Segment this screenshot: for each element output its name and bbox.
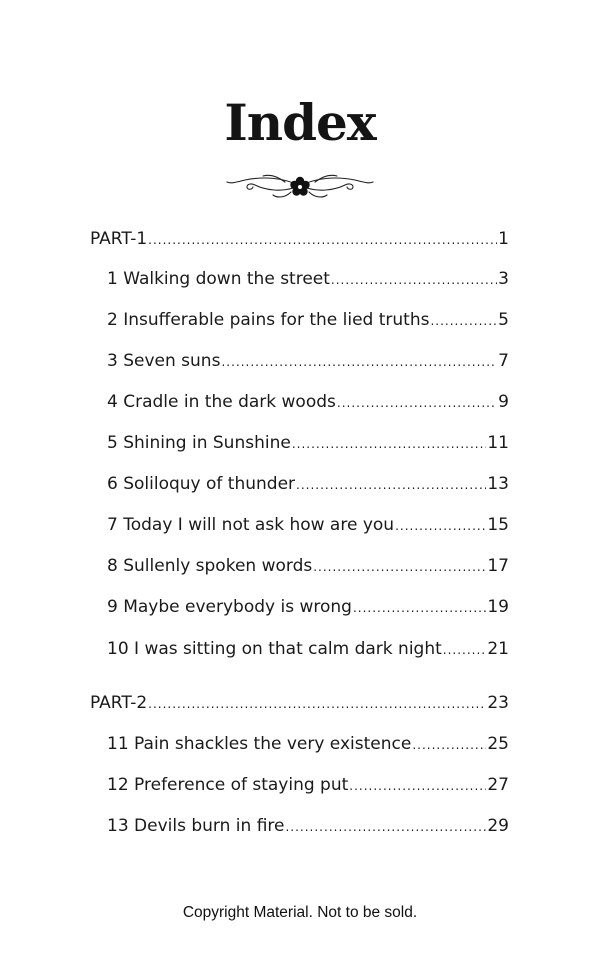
- chapter-title: 4 Cradle in the dark woods: [107, 392, 336, 412]
- toc-chapter-row: [107, 813, 509, 839]
- page-number: 5: [498, 310, 509, 330]
- dot-leader: [349, 773, 486, 799]
- toc-chapter-row: [107, 430, 509, 456]
- toc-chapter-row: [107, 731, 509, 757]
- page-number: 3: [498, 269, 509, 289]
- page-number: 25: [487, 734, 509, 754]
- page-number: 13: [487, 474, 509, 494]
- dot-leader: [331, 267, 497, 293]
- chapter-title: 6 Soliloquy of thunder: [107, 474, 296, 494]
- toc-chapter-row: [107, 594, 509, 620]
- chapter-title: 5 Shining in Sunshine: [107, 433, 291, 453]
- chapter-title: 7 Today I will not ask how are you: [107, 515, 395, 535]
- copyright-notice: Copyright Material. Not to be sold.: [182, 904, 418, 921]
- floral-divider-icon: [225, 168, 375, 204]
- chapter-title: 12 Preference of staying put: [107, 775, 349, 795]
- dot-leader: [430, 308, 497, 334]
- page-number: 29: [487, 816, 509, 836]
- chapter-title: 1 Walking down the street: [107, 269, 330, 289]
- dot-leader: [353, 595, 486, 621]
- part-label: PART-2: [90, 693, 148, 713]
- page-number: 15: [487, 515, 509, 535]
- toc-chapter-row: [107, 389, 509, 415]
- toc-chapter-row: [107, 553, 509, 579]
- dot-leader: [313, 554, 486, 580]
- dot-leader: [337, 390, 497, 416]
- page-number: 19: [487, 597, 509, 617]
- dot-leader: [395, 513, 486, 539]
- dot-leader: [296, 472, 486, 498]
- dot-leader: [221, 349, 497, 375]
- page-number: 1: [498, 229, 509, 249]
- page-number: 7: [498, 351, 509, 371]
- toc-chapter-row: [107, 471, 509, 497]
- chapter-title: 13 Devils burn in fire: [107, 816, 285, 836]
- dot-leader: [285, 814, 486, 840]
- page-number: 27: [487, 775, 509, 795]
- toc-chapter-row: [107, 772, 509, 798]
- toc-chapter-row: [107, 307, 509, 333]
- toc-chapter-row: [107, 266, 509, 292]
- toc-chapter-row: [107, 512, 509, 538]
- dot-leader: [148, 691, 486, 717]
- dot-leader: [443, 637, 487, 663]
- page-number: 11: [487, 433, 509, 453]
- page-number: 17: [487, 556, 509, 576]
- chapter-title: 8 Sullenly spoken words: [107, 556, 313, 576]
- page-number: 9: [498, 392, 509, 412]
- toc-chapter-row: [107, 348, 509, 374]
- dot-leader: [412, 732, 486, 758]
- dot-leader: [148, 227, 497, 253]
- page-number: 23: [487, 693, 509, 713]
- chapter-title: 10 I was sitting on that calm dark night: [107, 639, 442, 659]
- chapter-title: 2 Insufferable pains for the lied truths: [107, 310, 430, 330]
- page-title: Index: [224, 93, 376, 152]
- part-label: PART-1: [90, 229, 148, 249]
- chapter-title: 3 Seven suns: [107, 351, 221, 371]
- dot-leader: [292, 431, 487, 457]
- toc-part-row: [90, 226, 509, 252]
- chapter-title: 11 Pain shackles the very existence: [107, 734, 412, 754]
- toc-chapter-row: [107, 636, 509, 662]
- toc-part-row: [90, 690, 509, 716]
- page-number: 21: [487, 639, 509, 659]
- chapter-title: 9 Maybe everybody is wrong: [107, 597, 352, 617]
